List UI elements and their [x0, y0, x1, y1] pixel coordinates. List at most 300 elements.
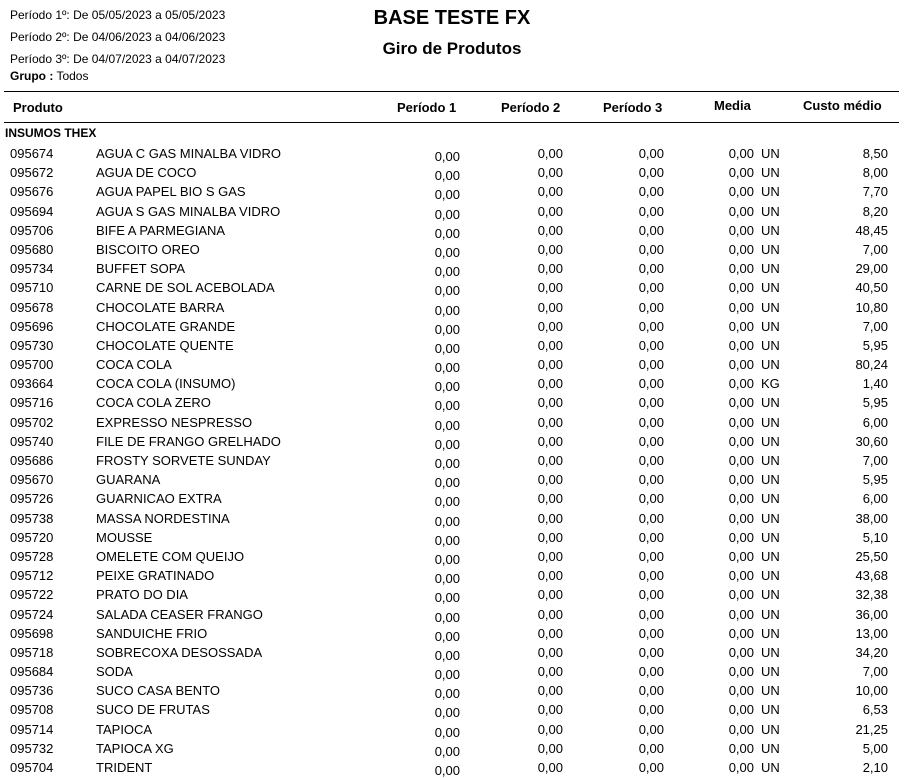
periodo2-value: 0,00 — [537, 222, 563, 238]
product-code: 095696 — [10, 318, 54, 334]
unit-value: UN — [761, 395, 780, 411]
product-name: AGUA DE COCO — [96, 165, 197, 181]
periodo1-value: 0,00 — [434, 283, 460, 299]
grupo-line — [10, 69, 225, 83]
media-value: 0,00 — [728, 261, 754, 277]
custo-medio-value: 2,10 — [862, 760, 888, 775]
table-row — [0, 277, 904, 299]
media-value: 0,00 — [728, 433, 754, 449]
periodo1-value: 0,00 — [434, 763, 460, 778]
table-row — [0, 565, 904, 587]
unit-value: UN — [761, 740, 780, 756]
custo-medio-value: 6,53 — [862, 702, 888, 718]
periodo2-value: 0,00 — [537, 606, 563, 622]
product-name: MASSA NORDESTINA — [96, 510, 230, 526]
media-value: 0,00 — [728, 760, 754, 775]
custo-medio-value: 10,00 — [855, 683, 888, 699]
product-code: 095732 — [10, 740, 54, 756]
periodo3-value: 0,00 — [638, 664, 664, 680]
header-bottom-rule — [4, 122, 899, 123]
periodo1-value: 0,00 — [434, 686, 460, 702]
periodo1-value: 0,00 — [434, 494, 460, 510]
media-value: 0,00 — [728, 203, 754, 219]
periodo2-value: 0,00 — [537, 491, 563, 507]
col-header-custo: Custo médio — [803, 98, 882, 113]
product-name: SOBRECOXA DESOSSADA — [96, 644, 263, 660]
product-name: CHOCOLATE GRANDE — [96, 318, 236, 334]
periodo2-value: 0,00 — [537, 625, 563, 641]
periodo3-value: 0,00 — [638, 683, 664, 699]
product-name: AGUA S GAS MINALBA VIDRO — [96, 203, 281, 219]
periodo1-value: 0,00 — [434, 551, 460, 567]
unit-value: UN — [761, 683, 780, 699]
table-row — [0, 220, 904, 239]
table-row — [0, 354, 904, 376]
periodo1-value: 0,00 — [434, 705, 460, 721]
media-value: 0,00 — [728, 548, 754, 564]
periodo2-value: 0,00 — [537, 146, 563, 161]
product-code: 095708 — [10, 702, 54, 718]
custo-medio-value: 7,00 — [862, 318, 888, 334]
periodo1-value: 0,00 — [434, 206, 460, 222]
media-value: 0,00 — [728, 280, 754, 296]
table-row — [0, 604, 904, 623]
custo-medio-value: 7,70 — [862, 184, 888, 200]
custo-medio-value: 34,20 — [855, 644, 888, 660]
periodo1-value: 0,00 — [434, 379, 460, 395]
table-row — [0, 508, 904, 527]
media-value: 0,00 — [728, 529, 754, 545]
unit-value: UN — [761, 548, 780, 564]
custo-medio-value: 25,50 — [855, 548, 888, 564]
custo-medio-value: 13,00 — [855, 625, 888, 641]
unit-value: UN — [761, 760, 780, 775]
product-name: COCA COLA (INSUMO) — [96, 376, 236, 392]
product-name: OMELETE COM QUEIJO — [96, 548, 245, 564]
table-row — [0, 584, 904, 606]
periodo2-value: 0,00 — [537, 376, 563, 392]
unit-value: UN — [761, 414, 780, 430]
periodo2-value: 0,00 — [537, 414, 563, 430]
unit-value: UN — [761, 222, 780, 238]
periodo3-value: 0,00 — [638, 146, 664, 161]
custo-medio-value: 40,50 — [855, 280, 888, 296]
periodo2-value: 0,00 — [537, 740, 563, 756]
periodo3-value: 0,00 — [638, 184, 664, 200]
product-name: AGUA PAPEL BIO S GAS — [96, 184, 246, 200]
periodo3-value: 0,00 — [638, 357, 664, 373]
table-row — [0, 431, 904, 450]
periodo1-value: 0,00 — [434, 609, 460, 625]
periodo3-value: 0,00 — [638, 702, 664, 718]
product-name: EXPRESSO NESPRESSO — [96, 414, 253, 430]
unit-value: UN — [761, 721, 780, 737]
custo-medio-value: 21,25 — [855, 721, 888, 737]
table-row — [0, 412, 904, 431]
product-name: BISCOITO OREO — [96, 241, 200, 257]
periodo3-value: 0,00 — [638, 453, 664, 468]
custo-medio-value: 5,10 — [862, 529, 888, 545]
media-value: 0,00 — [728, 721, 754, 737]
periodo3-value: 0,00 — [638, 299, 664, 315]
table-row — [0, 699, 904, 721]
product-code: 095710 — [10, 280, 54, 296]
periodo2-value: 0,00 — [537, 453, 563, 468]
periodo3-value: 0,00 — [638, 337, 664, 353]
unit-value: UN — [761, 318, 780, 334]
periodo1-value: 0,00 — [434, 244, 460, 260]
periodo-2-label: Período 2º: — [10, 30, 70, 44]
product-name: TAPIOCA — [96, 721, 153, 737]
periodo1-value: 0,00 — [434, 571, 460, 587]
table-row — [0, 201, 904, 220]
unit-value: UN — [761, 165, 780, 181]
custo-medio-value: 5,95 — [862, 395, 888, 411]
custo-medio-value: 38,00 — [855, 510, 888, 526]
periodo3-value: 0,00 — [638, 241, 664, 257]
product-code: 095726 — [10, 491, 54, 507]
periodo3-value: 0,00 — [638, 395, 664, 411]
periodo2-value: 0,00 — [537, 165, 563, 181]
periodo2-value: 0,00 — [537, 548, 563, 564]
product-code: 095698 — [10, 625, 54, 641]
periodo3-value: 0,00 — [638, 625, 664, 641]
periodo3-value: 0,00 — [638, 318, 664, 334]
periodo3-value: 0,00 — [638, 414, 664, 430]
table-row — [0, 450, 904, 469]
unit-value: KG — [761, 376, 780, 392]
periodo1-value: 0,00 — [434, 628, 460, 644]
table-row — [0, 680, 904, 702]
col-header-media: Media — [714, 98, 751, 113]
periodo1-value: 0,00 — [434, 513, 460, 529]
periodo1-value: 0,00 — [434, 667, 460, 683]
media-value: 0,00 — [728, 376, 754, 392]
product-code: 095678 — [10, 299, 54, 315]
product-name: CARNE DE SOL ACEBOLADA — [96, 280, 275, 296]
media-value: 0,00 — [728, 165, 754, 181]
media-value: 0,00 — [728, 644, 754, 660]
unit-value: UN — [761, 357, 780, 373]
product-code: 095676 — [10, 184, 54, 200]
periodo2-value: 0,00 — [537, 529, 563, 545]
product-table — [0, 143, 904, 776]
unit-value: UN — [761, 529, 780, 545]
periodo3-value: 0,00 — [638, 261, 664, 277]
custo-medio-value: 43,68 — [855, 568, 888, 584]
custo-medio-value: 6,00 — [862, 414, 888, 430]
product-name: FILE DE FRANGO GRELHADO — [96, 433, 281, 449]
periodo1-value: 0,00 — [434, 743, 460, 759]
periodo3-value: 0,00 — [638, 376, 664, 392]
custo-medio-value: 80,24 — [855, 357, 888, 373]
product-code: 095706 — [10, 222, 54, 238]
periodo1-value: 0,00 — [434, 590, 460, 606]
custo-medio-value: 8,20 — [862, 203, 888, 219]
unit-value: UN — [761, 472, 780, 488]
product-name: CHOCOLATE BARRA — [96, 299, 225, 315]
product-code: 095730 — [10, 337, 54, 353]
unit-value: UN — [761, 568, 780, 584]
product-name: SUCO CASA BENTO — [96, 683, 221, 699]
section-title: INSUMOS THEX — [5, 126, 97, 140]
periodo3-value: 0,00 — [638, 491, 664, 507]
product-name: SODA — [96, 664, 133, 680]
media-value: 0,00 — [728, 625, 754, 641]
custo-medio-value: 32,38 — [855, 587, 888, 603]
media-value: 0,00 — [728, 357, 754, 373]
product-code: 093664 — [10, 376, 54, 392]
periodo2-value: 0,00 — [537, 299, 563, 315]
table-row — [0, 546, 904, 565]
unit-value: UN — [761, 491, 780, 507]
media-value: 0,00 — [728, 222, 754, 238]
media-value: 0,00 — [728, 683, 754, 699]
product-name: GUARNICAO EXTRA — [96, 491, 222, 507]
media-value: 0,00 — [728, 740, 754, 756]
product-name: FROSTY SORVETE SUNDAY — [96, 453, 271, 468]
custo-medio-value: 8,50 — [862, 146, 888, 161]
unit-value: UN — [761, 664, 780, 680]
periodo1-value: 0,00 — [434, 187, 460, 203]
periodo3-value: 0,00 — [638, 433, 664, 449]
periodo2-value: 0,00 — [537, 203, 563, 219]
periodo1-value: 0,00 — [434, 225, 460, 241]
periodo-3-label: Período 3º: — [10, 52, 70, 66]
product-name: AGUA C GAS MINALBA VIDRO — [96, 146, 281, 161]
product-name: BIFE A PARMEGIANA — [96, 222, 226, 238]
report-title: BASE TESTE FX — [373, 7, 531, 29]
unit-value: UN — [761, 625, 780, 641]
product-name: SUCO DE FRUTAS — [96, 702, 210, 718]
product-name: MOUSSE — [96, 529, 153, 545]
table-row — [0, 661, 904, 683]
media-value: 0,00 — [728, 453, 754, 468]
media-value: 0,00 — [728, 146, 754, 161]
unit-value: UN — [761, 510, 780, 526]
periodo3-value: 0,00 — [638, 568, 664, 584]
unit-value: UN — [761, 299, 780, 315]
media-value: 0,00 — [728, 395, 754, 411]
table-row — [0, 162, 904, 184]
periodo1-value: 0,00 — [434, 724, 460, 740]
table-row — [0, 719, 904, 738]
media-value: 0,00 — [728, 606, 754, 622]
periodo3-value: 0,00 — [638, 529, 664, 545]
periodo2-value: 0,00 — [537, 261, 563, 277]
custo-medio-value: 7,00 — [862, 241, 888, 257]
periodo2-value: 0,00 — [537, 587, 563, 603]
custo-medio-value: 36,00 — [855, 606, 888, 622]
periodo3-value: 0,00 — [638, 644, 664, 660]
product-name: CHOCOLATE QUENTE — [96, 337, 234, 353]
col-header-periodo2: Período 2 — [501, 100, 561, 115]
product-name: PRATO DO DIA — [96, 587, 188, 603]
periodo3-value: 0,00 — [638, 203, 664, 219]
periodo2-value: 0,00 — [537, 568, 563, 584]
custo-medio-value: 8,00 — [862, 165, 888, 181]
table-row — [0, 335, 904, 354]
product-code: 095738 — [10, 510, 54, 526]
unit-value: UN — [761, 261, 780, 277]
periodo2-value: 0,00 — [537, 702, 563, 718]
periodo2-value: 0,00 — [537, 395, 563, 411]
unit-value: UN — [761, 337, 780, 353]
media-value: 0,00 — [728, 568, 754, 584]
custo-medio-value: 10,80 — [855, 299, 888, 315]
product-name: GUARANA — [96, 472, 161, 488]
periodo2-value: 0,00 — [537, 280, 563, 296]
periodo1-value: 0,00 — [434, 168, 460, 184]
periodo1-value: 0,00 — [434, 647, 460, 663]
periodo3-value: 0,00 — [638, 548, 664, 564]
col-header-produto: Produto — [13, 100, 63, 115]
custo-medio-value: 29,00 — [855, 261, 888, 277]
product-name: COCA COLA — [96, 357, 172, 373]
periodo3-value: 0,00 — [638, 606, 664, 622]
product-name: SALADA CEASER FRANGO — [96, 606, 263, 622]
periodo3-value: 0,00 — [638, 740, 664, 756]
custo-medio-value: 7,00 — [862, 664, 888, 680]
media-value: 0,00 — [728, 318, 754, 334]
grupo-value: Todos — [56, 69, 89, 83]
media-value: 0,00 — [728, 664, 754, 680]
periodo3-value: 0,00 — [638, 280, 664, 296]
table-row — [0, 181, 904, 203]
media-value: 0,00 — [728, 299, 754, 315]
media-value: 0,00 — [728, 414, 754, 430]
table-row — [0, 258, 904, 280]
table-row — [0, 623, 904, 642]
custo-medio-value: 7,00 — [862, 453, 888, 468]
product-code: 095734 — [10, 261, 54, 277]
table-row — [0, 527, 904, 546]
product-code: 095712 — [10, 568, 54, 584]
product-code: 095702 — [10, 414, 54, 430]
col-header-periodo1: Período 1 — [397, 100, 457, 115]
table-row — [0, 239, 904, 258]
product-name: BUFFET SOPA — [96, 261, 186, 277]
periodo-3-value: De 04/07/2023 a 04/07/2023 — [73, 52, 226, 66]
periodo1-value: 0,00 — [434, 340, 460, 356]
periodo1-value: 0,00 — [434, 398, 460, 414]
periodo-1-label: Período 1º: — [10, 8, 70, 22]
unit-value: UN — [761, 241, 780, 257]
periodo1-value: 0,00 — [434, 436, 460, 452]
periodo1-value: 0,00 — [434, 532, 460, 548]
product-code: 095722 — [10, 587, 54, 603]
periodo2-value: 0,00 — [537, 357, 563, 373]
product-code: 095740 — [10, 433, 54, 449]
media-value: 0,00 — [728, 587, 754, 603]
product-name: TAPIOCA XG — [96, 740, 174, 756]
product-code: 095700 — [10, 357, 54, 373]
table-row — [0, 757, 904, 776]
table-row — [0, 316, 904, 335]
unit-value: UN — [761, 433, 780, 449]
product-name: SANDUICHE FRIO — [96, 625, 208, 641]
media-value: 0,00 — [728, 241, 754, 257]
product-code: 095720 — [10, 529, 54, 545]
unit-value: UN — [761, 280, 780, 296]
custo-medio-value: 1,40 — [862, 376, 888, 392]
table-row — [0, 373, 904, 395]
product-code: 095724 — [10, 606, 54, 622]
custo-medio-value: 5,95 — [862, 337, 888, 353]
product-code: 095718 — [10, 644, 54, 660]
table-row — [0, 143, 904, 162]
periodo1-value: 0,00 — [434, 360, 460, 376]
periodo2-value: 0,00 — [537, 683, 563, 699]
unit-value: UN — [761, 587, 780, 603]
table-row — [0, 738, 904, 757]
media-value: 0,00 — [728, 702, 754, 718]
unit-value: UN — [761, 702, 780, 718]
unit-value: UN — [761, 606, 780, 622]
table-row — [0, 469, 904, 491]
product-code: 095716 — [10, 395, 54, 411]
product-code: 095686 — [10, 453, 54, 468]
media-value: 0,00 — [728, 184, 754, 200]
custo-medio-value: 5,95 — [862, 472, 888, 488]
periodo3-value: 0,00 — [638, 760, 664, 775]
col-header-periodo3: Período 3 — [603, 100, 663, 115]
grupo-label: Grupo : — [10, 69, 54, 83]
periodo2-value: 0,00 — [537, 664, 563, 680]
media-value: 0,00 — [728, 472, 754, 488]
periodo1-value: 0,00 — [434, 475, 460, 491]
table-row — [0, 297, 904, 316]
media-value: 0,00 — [728, 491, 754, 507]
periodo-1-value: De 05/05/2023 a 05/05/2023 — [73, 8, 226, 22]
periodo3-value: 0,00 — [638, 721, 664, 737]
product-code: 095704 — [10, 760, 54, 775]
product-code: 095736 — [10, 683, 54, 699]
product-code: 095680 — [10, 241, 54, 257]
product-code: 095694 — [10, 203, 54, 219]
custo-medio-value: 6,00 — [862, 491, 888, 507]
media-value: 0,00 — [728, 337, 754, 353]
periodo1-value: 0,00 — [434, 321, 460, 337]
table-row — [0, 392, 904, 414]
periodo2-value: 0,00 — [537, 318, 563, 334]
periodo2-value: 0,00 — [537, 721, 563, 737]
table-row — [0, 642, 904, 661]
media-value: 0,00 — [728, 510, 754, 526]
periodo1-value: 0,00 — [434, 456, 460, 471]
custo-medio-value: 5,00 — [862, 740, 888, 756]
product-code: 095684 — [10, 664, 54, 680]
periodo1-value: 0,00 — [434, 417, 460, 433]
periodo3-value: 0,00 — [638, 510, 664, 526]
product-name: TRIDENT — [96, 760, 153, 775]
periodo1-value: 0,00 — [434, 149, 460, 164]
product-code: 095728 — [10, 548, 54, 564]
product-name: PEIXE GRATINADO — [96, 568, 215, 584]
periodo2-value: 0,00 — [537, 760, 563, 775]
unit-value: UN — [761, 644, 780, 660]
periodo3-value: 0,00 — [638, 222, 664, 238]
unit-value: UN — [761, 453, 780, 468]
table-row — [0, 488, 904, 510]
periodo3-value: 0,00 — [638, 165, 664, 181]
product-code: 095714 — [10, 721, 54, 737]
periodo3-value: 0,00 — [638, 472, 664, 488]
report-subtitle: Giro de Produtos — [382, 39, 522, 58]
periodo1-value: 0,00 — [434, 264, 460, 280]
header-top-rule — [4, 91, 899, 92]
product-code: 095670 — [10, 472, 54, 488]
